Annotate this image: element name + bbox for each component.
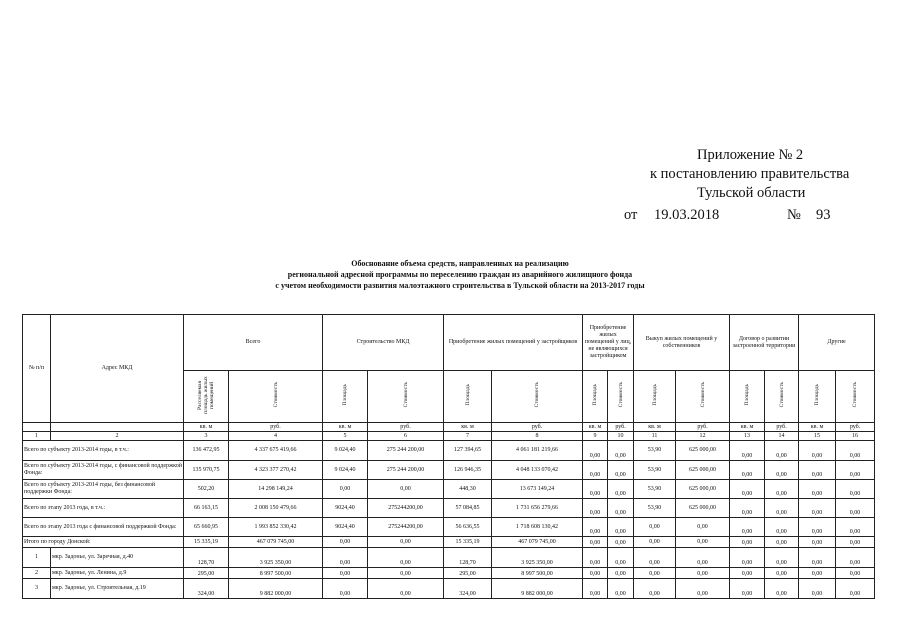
table-cell: 3 925 350,00 [492,548,583,568]
table-cell: 0,00 [730,499,765,518]
row-number: 3 [23,579,51,599]
table-cell: 0,00 [836,441,875,461]
table-cell: 15 335,19 [184,537,229,548]
table-cell: 1 731 656 279,66 [492,499,583,518]
table-cell: 0,00 [836,461,875,480]
table-cell: 275 244 200,00 [368,441,444,461]
table-cell: 0,00 [799,518,836,537]
unit-sqm: кв. м [184,423,229,432]
table-cell: 0,00 [730,480,765,499]
table-cell: 0,00 [368,480,444,499]
table-cell: 0,00 [765,579,799,599]
table-row [23,548,875,568]
table-cell: 1 718 608 130,42 [492,518,583,537]
table-cell: 625 000,00 [676,480,730,499]
table-cell: 0,00 [765,461,799,480]
column-number: 1 [23,432,51,441]
table-cell: 0,00 [799,537,836,548]
header-buy-developers: Приобретение жилых помещений у застройщиков [444,315,583,371]
unit-rub: руб. [676,423,730,432]
column-number: 11 [634,432,676,441]
table-cell: 3 925 350,00 [229,548,323,568]
summary-label: Итого по городу Донской: [23,537,184,548]
table-cell: 0,00 [634,518,676,537]
table-cell: 0,00 [608,480,634,499]
table-cell: 0,00 [836,537,875,548]
table-cell: 9024,40 [323,518,368,537]
table-cell: 0,00 [730,548,765,568]
table-cell: 0,00 [730,461,765,480]
summary-row [23,537,875,548]
table-cell: 0,00 [836,480,875,499]
subheader-cost: Стоимость [229,371,323,423]
table-cell: 57 084,85 [444,499,492,518]
table-cell: 0,00 [608,568,634,579]
summary-row [23,499,875,518]
summary-row [23,480,875,499]
row-number: 1 [23,548,51,568]
unit-sqm: кв. м [799,423,836,432]
unit-sqm: кв. м [323,423,368,432]
table-cell: 4 061 181 219,66 [492,441,583,461]
column-number: 2 [51,432,184,441]
table-cell: 275244200,00 [368,499,444,518]
table-cell: 65 660,95 [184,518,229,537]
table-cell: 136 472,95 [184,441,229,461]
unit-rub: руб. [608,423,634,432]
table-cell: 128,70 [184,548,229,568]
table-cell: 448,30 [444,480,492,499]
table-cell: 128,70 [444,548,492,568]
table-cell: 14 298 149,24 [229,480,323,499]
subheader-cost: Стоимость [608,371,634,423]
table-cell: 0,00 [583,537,608,548]
resolution-number: 93 [816,207,831,223]
table-cell: 4 337 675 419,66 [229,441,323,461]
table-cell: 9 024,40 [323,441,368,461]
header-build: Строительство МКД [323,315,444,371]
subheader-cost: Стоимость [765,371,799,423]
table-cell: 295,00 [444,568,492,579]
table-cell: 324,00 [184,579,229,599]
column-number: 8 [492,432,583,441]
table-row [23,568,875,579]
subheader-area: Площадь [634,371,676,423]
table-cell: 0,00 [634,568,676,579]
table-cell: 0,00 [323,480,368,499]
table-cell: 56 636,55 [444,518,492,537]
column-number: 9 [583,432,608,441]
unit-rub: руб. [836,423,875,432]
column-number: 16 [836,432,875,441]
subheader-cost: Стоимость [368,371,444,423]
table-cell: 0,00 [730,537,765,548]
table-cell: 0,00 [799,480,836,499]
table-cell: 625 000,00 [676,461,730,480]
table-cell: 0,00 [730,441,765,461]
table-cell: 0,00 [583,461,608,480]
table-cell: 0,00 [583,441,608,461]
unit-rub: руб. [765,423,799,432]
table-cell: 0,00 [836,499,875,518]
summary-label: Всего по субъекту 2013-2014 годы, с финансовой поддержкой Фонда: [23,461,184,480]
summary-label: Всего по этапу 2013 года, в т.ч.: [23,499,184,518]
table-row [23,579,875,599]
table-cell: 0,00 [730,579,765,599]
table-cell: 0,00 [765,518,799,537]
table-cell: 0,00 [583,499,608,518]
table-cell: 0,00 [634,548,676,568]
table-cell: 0,00 [765,499,799,518]
unit-rub: руб. [229,423,323,432]
table-cell: 53,90 [634,461,676,480]
table-cell: 0,00 [634,537,676,548]
table-cell: 0,00 [730,568,765,579]
table-cell: 0,00 [323,579,368,599]
table-cell: 53,90 [634,499,676,518]
table-cell: 0,00 [765,548,799,568]
summary-label: Всего по субъекту 2013-2014 годы, в т.ч.: [23,441,184,461]
subheader-area: Площадь [583,371,608,423]
table-cell: 0,00 [836,548,875,568]
region-line: Тульской области [697,185,806,201]
table-cell: 0,00 [608,579,634,599]
table-cell: 53,90 [634,480,676,499]
subheader-cost: Стоимость [836,371,875,423]
row-address: мкр. Задонье, ул. Ленина, д.9 [51,568,184,579]
table-cell: 0,00 [730,518,765,537]
column-number: 13 [730,432,765,441]
table-cell: 0,00 [323,568,368,579]
header-buyout: Выкуп жилых помещений у собственников [634,315,730,371]
title-line-2: региональной адресной программы по переселению граждан из аварийного жилищного фонда [287,270,633,279]
table-cell: 275244200,00 [368,518,444,537]
table-cell: 126 946,35 [444,461,492,480]
column-number: 4 [229,432,323,441]
subheader-cost: Стоимость [676,371,730,423]
table-cell: 13 673 149,24 [492,480,583,499]
subheader-area: Площадь [323,371,368,423]
table-cell: 0,00 [583,568,608,579]
unit-sqm: кв. м [583,423,608,432]
table-cell: 8 997 500,00 [229,568,323,579]
summary-row [23,461,875,480]
table-cell: 625 000,00 [676,441,730,461]
header-address: Адрес МКД [51,315,184,423]
header-buy-non-developers: Приобретение жилых помещений у лиц, не являющихся застройщиком [583,315,634,371]
column-number: 10 [608,432,634,441]
table-cell: 0,00 [836,568,875,579]
table-cell: 0,00 [608,548,634,568]
table-cell: 0,00 [836,579,875,599]
unit-rub: руб. [492,423,583,432]
table-cell: 295,00 [184,568,229,579]
table-cell: 0,00 [583,480,608,499]
table-cell: 0,00 [323,537,368,548]
date-prefix: от [624,207,638,223]
summary-row [23,518,875,537]
summary-row [23,441,875,461]
unit-sqm: кв. м [634,423,676,432]
table-cell: 66 163,15 [184,499,229,518]
unit-sqm: кв. м [730,423,765,432]
table-cell: 502,20 [184,480,229,499]
table-cell: 0,00 [608,518,634,537]
number-prefix: № [787,207,801,223]
column-number: 6 [368,432,444,441]
column-number: 7 [444,432,492,441]
header-total: Всего [184,315,323,371]
subheader-area: Площадь [444,371,492,423]
subheader-area: Площадь [799,371,836,423]
table-cell: 9 882 000,00 [229,579,323,599]
table-cell: 0,00 [608,537,634,548]
funding-table [22,314,875,599]
resolution-line: к постановлению правительства [650,166,850,182]
table-cell: 0,00 [676,568,730,579]
table-cell: 0,00 [765,568,799,579]
document-title [180,258,740,291]
table-cell: 0,00 [583,579,608,599]
table-cell: 0,00 [676,518,730,537]
column-number: 3 [184,432,229,441]
table-cell: 0,00 [634,579,676,599]
table-cell: 0,00 [799,441,836,461]
table-cell: 467 079 745,00 [492,537,583,548]
table-cell: 0,00 [765,480,799,499]
unit-sqm: кв. м [444,423,492,432]
subheader-cost: Стоимость [492,371,583,423]
table-cell: 4 048 133 070,42 [492,461,583,480]
table-cell: 275 244 200,00 [368,461,444,480]
table-cell: 0,00 [799,568,836,579]
table-cell: 324,00 [444,579,492,599]
table-cell: 0,00 [676,579,730,599]
table-cell: 0,00 [323,548,368,568]
table-cell: 0,00 [676,537,730,548]
summary-label: Всего по субъекту 2013-2014 годы, без финансовой поддержки Фонда: [23,480,184,499]
table-cell: 0,00 [368,548,444,568]
header-other: Другие [799,315,875,371]
table-cell: 0,00 [368,579,444,599]
column-number: 12 [676,432,730,441]
table-cell: 135 970,75 [184,461,229,480]
subheader-area: Площадь [730,371,765,423]
row-address: мкр. Задонье, ул. Заречная, д.40 [51,548,184,568]
table-cell: 1 993 852 330,42 [229,518,323,537]
table-cell: 0,00 [799,579,836,599]
table-cell: 0,00 [583,548,608,568]
table-cell: 0,00 [608,461,634,480]
table-cell: 0,00 [765,537,799,548]
table-cell: 4 323 377 270,42 [229,461,323,480]
column-number: 15 [799,432,836,441]
table-cell: 2 008 150 479,66 [229,499,323,518]
table-cell: 0,00 [676,548,730,568]
table-cell: 0,00 [799,548,836,568]
table-cell: 0,00 [799,461,836,480]
table-cell: 467 079 745,00 [229,537,323,548]
column-numbers-row [23,432,875,441]
table-cell: 127 394,65 [444,441,492,461]
table-cell: 9 882 000,00 [492,579,583,599]
table-cell: 53,90 [634,441,676,461]
table-cell: 0,00 [836,518,875,537]
appendix-title: Приложение № 2 [697,147,804,163]
table-cell: 9024,40 [323,499,368,518]
table-cell: 9 024,40 [323,461,368,480]
row-address: мкр. Задонье, ул. Строительная, д.19 [51,579,184,599]
table-cell: 0,00 [583,518,608,537]
title-line-3: с учетом необходимости развития малоэтажного строительства в Тульской области на 2013-2017 годы [275,281,645,290]
table-cell: 8 997 500,00 [492,568,583,579]
column-number: 14 [765,432,799,441]
units-row [23,423,875,432]
table-cell: 0,00 [799,499,836,518]
summary-label: Всего по этапу 2013 года с финансовой поддержкой Фонда: [23,518,184,537]
header-contract: Договор о развитии застроенной территории [730,315,799,371]
table-cell: 0,00 [608,499,634,518]
unit-rub: руб. [368,423,444,432]
table-cell: 0,00 [368,568,444,579]
table-cell: 625 000,00 [676,499,730,518]
column-number: 5 [323,432,368,441]
table-cell: 15 335,19 [444,537,492,548]
row-number: 2 [23,568,51,579]
subheader-settle-area: Расселяемая площадь жилых помещений [184,371,229,423]
title-line-1: Обоснование объема средств, направленных на реализацию [351,259,569,268]
table-cell: 0,00 [608,441,634,461]
table-cell: 0,00 [765,441,799,461]
header-num: № п/п [23,315,51,423]
table-cell: 0,00 [368,537,444,548]
resolution-date: 19.03.2018 [654,207,720,223]
